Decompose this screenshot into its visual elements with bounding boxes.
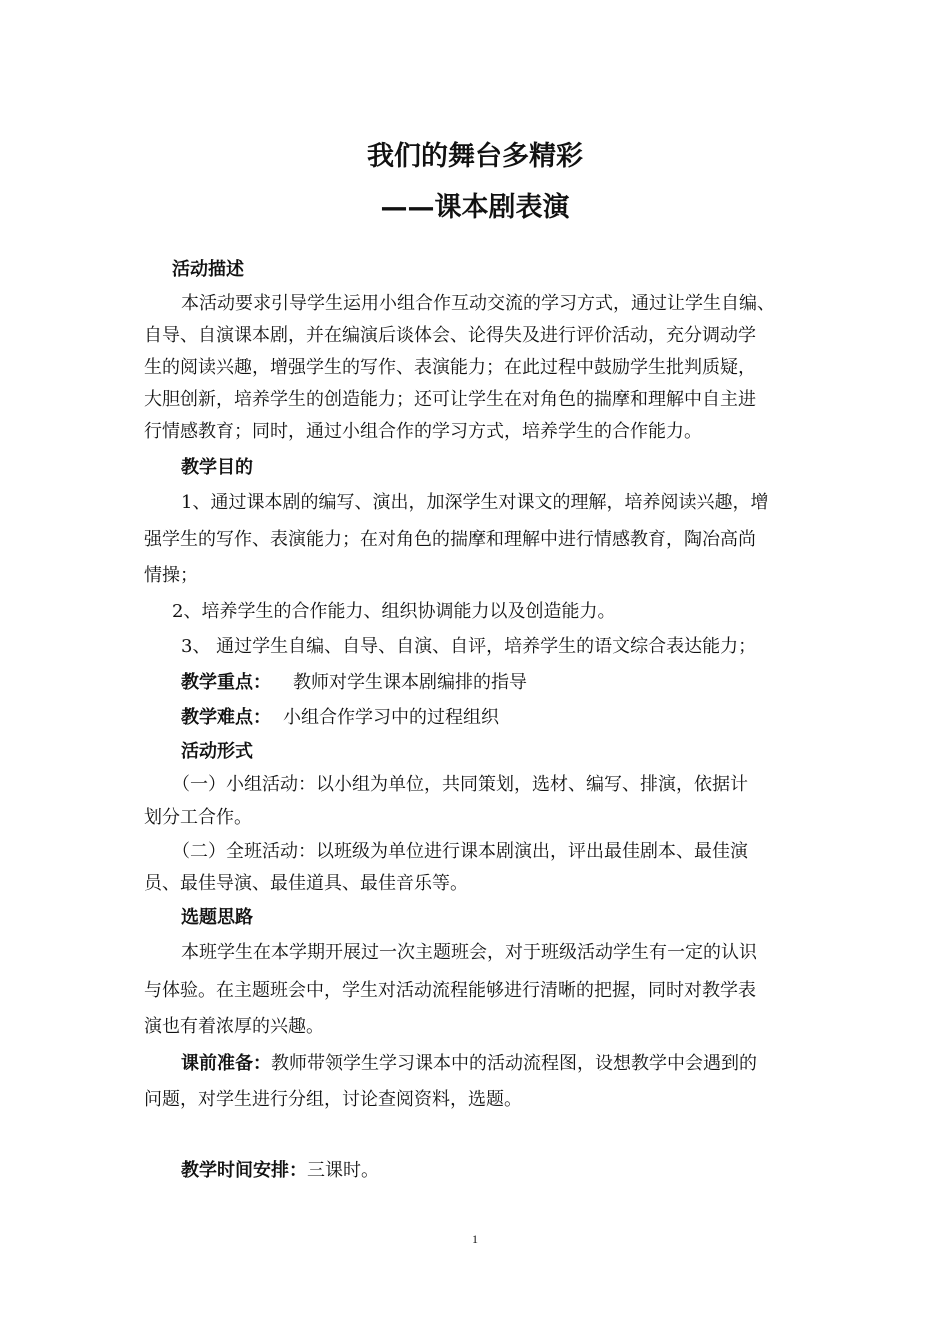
difficulty-text: 小组合作学习中的过程组织 [283,707,499,728]
key-point-text: 教师对学生课本剧编排的指导 [293,672,527,693]
paragraph-line: 2、培养学生的合作能力、组织协调能力以及创造能力。 [172,601,616,622]
paragraph-line: 问题，对学生进行分组，讨论查阅资料，选题。 [144,1089,522,1110]
key-point-line [181,672,861,694]
paragraph-line: （一）小组活动：以小组为单位，共同策划，选材、编写、排演，依据计 [172,774,748,795]
paragraph-line: 3、 通过学生自编、自导、自演、自评，培养学生的语文综合表达能力； [181,636,757,657]
paragraph-line: 本班学生在本学期开展过一次主题班会，对于班级活动学生有一定的认识 [181,942,757,963]
paragraph-line: 生的阅读兴趣，增强学生的写作、表演能力；在此过程中鼓励学生批判质疑， [144,357,756,378]
document-subtitle: ——课本剧表演 [380,192,570,223]
paragraph-line: 与体验。在主题班会中，学生对活动流程能够进行清晰的把握，同时对教学表 [144,980,756,1001]
difficulty-line [181,707,861,729]
section-heading-description: 活动描述 [172,259,244,280]
paragraph-line: 情操； [144,565,198,586]
key-point-label: 教学重点： [181,672,271,693]
schedule-label: 教学时间安排： [181,1160,307,1181]
prep-text: 教师带领学生学习课本中的活动流程图，设想教学中会遇到的 [271,1053,757,1074]
paragraph-line: 本活动要求引导学生运用小组合作互动交流的学习方式，通过让学生自编、 [181,293,775,314]
prep-line [181,1053,861,1075]
prep-label: 课前准备： [181,1053,271,1074]
schedule-text: 三课时。 [307,1160,379,1181]
section-heading-goals: 教学目的 [181,457,253,478]
paragraph-line: 行情感教育；同时，通过小组合作的学习方式，培养学生的合作能力。 [144,421,702,442]
paragraph-line: 自导、自演课本剧，并在编演后谈体会、论得失及进行评价活动，充分调动学 [144,325,756,346]
document-title: 我们的舞台多精彩 [367,141,583,172]
paragraph-line: 强学生的写作、表演能力；在对角色的揣摩和理解中进行情感教育，陶冶高尚 [144,529,756,550]
section-heading-forms: 活动形式 [181,741,253,762]
difficulty-label: 教学难点： [181,707,271,728]
paragraph-line: 员、最佳导演、最佳道具、最佳音乐等。 [144,873,468,894]
paragraph-line: 演也有着浓厚的兴趣。 [144,1016,324,1037]
page-number: 1 [472,1232,478,1246]
paragraph-line: 大胆创新，培养学生的创造能力；还可让学生在对角色的揣摩和理解中自主进 [144,389,756,410]
paragraph-line: 划分工合作。 [144,807,252,828]
section-heading-topic: 选题思路 [181,907,253,928]
paragraph-line: 1、通过课本剧的编写、演出，加深学生对课文的理解，培养阅读兴趣，增 [181,492,769,513]
schedule-line [181,1160,861,1182]
paragraph-line: （二）全班活动：以班级为单位进行课本剧演出，评出最佳剧本、最佳演 [172,841,748,862]
